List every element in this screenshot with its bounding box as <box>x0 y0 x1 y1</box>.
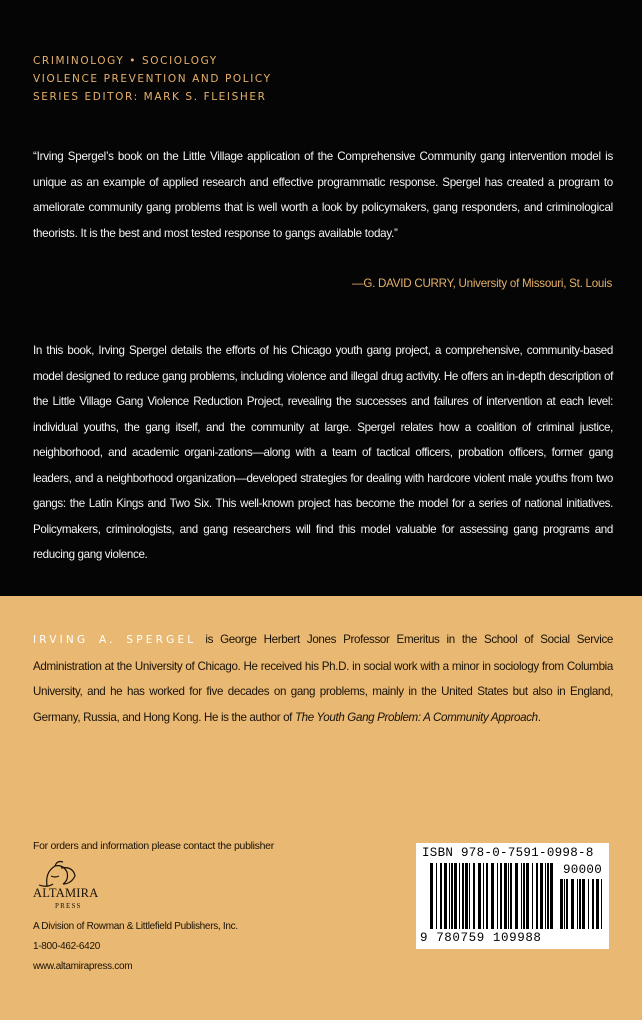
barcode-bar <box>491 863 494 929</box>
barcode-bar <box>515 863 518 929</box>
barcode-bar <box>508 863 509 929</box>
barcode-bar <box>526 863 529 929</box>
logo-wordmark: ALTAMIRA <box>33 886 99 900</box>
barcode-bar <box>547 863 549 929</box>
author-bio-end: . <box>537 710 541 724</box>
logo-subtext: PRESS <box>55 902 82 910</box>
barcode-bar <box>436 863 437 929</box>
barcode-bars-addon <box>560 879 602 929</box>
barcode-bar <box>473 863 475 929</box>
barcode-bar <box>560 879 563 929</box>
price-code: 90000 <box>562 863 602 877</box>
barcode-bar <box>440 863 442 929</box>
barcode-bar <box>550 863 553 929</box>
altamira-logo <box>33 858 125 914</box>
publisher-division: A Division of Rowman & Littlefield Publishers, Inc. <box>33 921 238 932</box>
barcode-bar <box>536 863 538 929</box>
barcode-bar <box>462 863 464 929</box>
publisher-info <box>33 917 238 977</box>
book-description: In this book, Irving Spergel details the efforts of his Chicago youth gang project, a comprehensive, community-based model designed to reduce gang problems, including violence and illegal drug activity. He offers an in-depth description of the Little Village Gang Violence Reduction Project, revealing the successes and failures of intervention at each level: individual youths, the gang itself, and the community at large. Spergel relates how a coalition of criminal justice, neighborhood, and academic organi-zations—along with a team of tactical officers, probation officers, former gang leaders, and a neighborhood organization—developed strategies for dealing with hardcore violent male youths from two gangs: the Latin Kings and Two Six. This well-known project has become the model for a series of national initiatives. Policymakers, criminologists, and gang researchers will find this model valuable for assessing gang programs and reducing gang violence. <box>33 344 613 561</box>
barcode-bar <box>592 879 594 929</box>
author-book-title: The Youth Gang Problem: A Community Approach <box>294 710 538 724</box>
orders-note: For orders and information please contact the publisher <box>33 840 274 852</box>
series-editor: SERIES EDITOR: MARK S. FLEISHER <box>33 91 267 103</box>
barcode-bar <box>451 863 453 929</box>
barcode-bar <box>521 863 522 929</box>
barcode-bar <box>478 863 481 929</box>
author-bio <box>33 627 613 730</box>
barcode-bar <box>582 879 585 929</box>
author-name: IRVING A. SPERGEL <box>33 634 197 646</box>
barcode-bar <box>579 879 581 929</box>
barcode-bar <box>545 863 546 929</box>
barcode-bar <box>459 863 460 929</box>
barcode-bar <box>596 879 599 929</box>
barcode-bar <box>500 863 502 929</box>
isbn-barcode <box>416 843 609 949</box>
barcode-bar <box>449 863 450 929</box>
barcode-bar <box>486 863 488 929</box>
barcode-bar <box>564 879 565 929</box>
barcode-bars-main <box>430 863 553 929</box>
barcode-bar <box>510 863 512 929</box>
barcode-bar <box>469 863 470 929</box>
author-bio-text: is George Herbert Jones Professor Emeritus in the School of Social Service Administration at the University of Chicago. He received his Ph.D. in social work with a minor in sociology from Columbia University, and he has worked for five decades on gang problems, mainly in the United States but also in England, Germany, Russia, and Hong Kong. He is the author of <box>33 633 613 724</box>
barcode-bar <box>454 863 457 929</box>
barcode-bar <box>540 863 543 929</box>
barcode-bar <box>532 863 533 929</box>
altamira-logo-icon <box>33 858 125 914</box>
series-info <box>33 52 272 106</box>
ean-digits: 9 780759 109988 <box>420 931 542 945</box>
barcode-bar <box>497 863 498 929</box>
isbn-label: ISBN 978-0-7591-0998-8 <box>422 846 594 860</box>
series-subjects: CRIMINOLOGY • SOCIOLOGY <box>33 55 218 67</box>
barcode-bar <box>601 879 602 929</box>
barcode-bar <box>588 879 589 929</box>
publisher-website: www.altamirapress.com <box>33 961 133 972</box>
series-title: VIOLENCE PREVENTION AND POLICY <box>33 73 272 85</box>
publisher-phone: 1-800-462-6420 <box>33 941 100 952</box>
barcode-bar <box>577 879 578 929</box>
endorsement-quote: “Irving Spergel’s book on the Little Village application of the Comprehensive Community gang intervention model is unique as an example of applied research and effective programmatic response. Spergel has created a program to ameliorate community gang problems that is well worth a look by policymakers, gang responders, and criminological theorists. It is the best and most tested response to gangs available today.” <box>33 150 613 240</box>
barcode-bar <box>504 863 507 929</box>
barcode-bar <box>483 863 484 929</box>
barcode-bar <box>523 863 525 929</box>
quote-attribution: —G. DAVID CURRY, University of Missouri, St. Louis <box>351 277 612 290</box>
barcode-bar <box>571 879 574 929</box>
barcode-bar <box>465 863 468 929</box>
barcode-bar <box>444 863 447 929</box>
barcode-bar <box>566 879 568 929</box>
barcode-bar <box>430 863 433 929</box>
